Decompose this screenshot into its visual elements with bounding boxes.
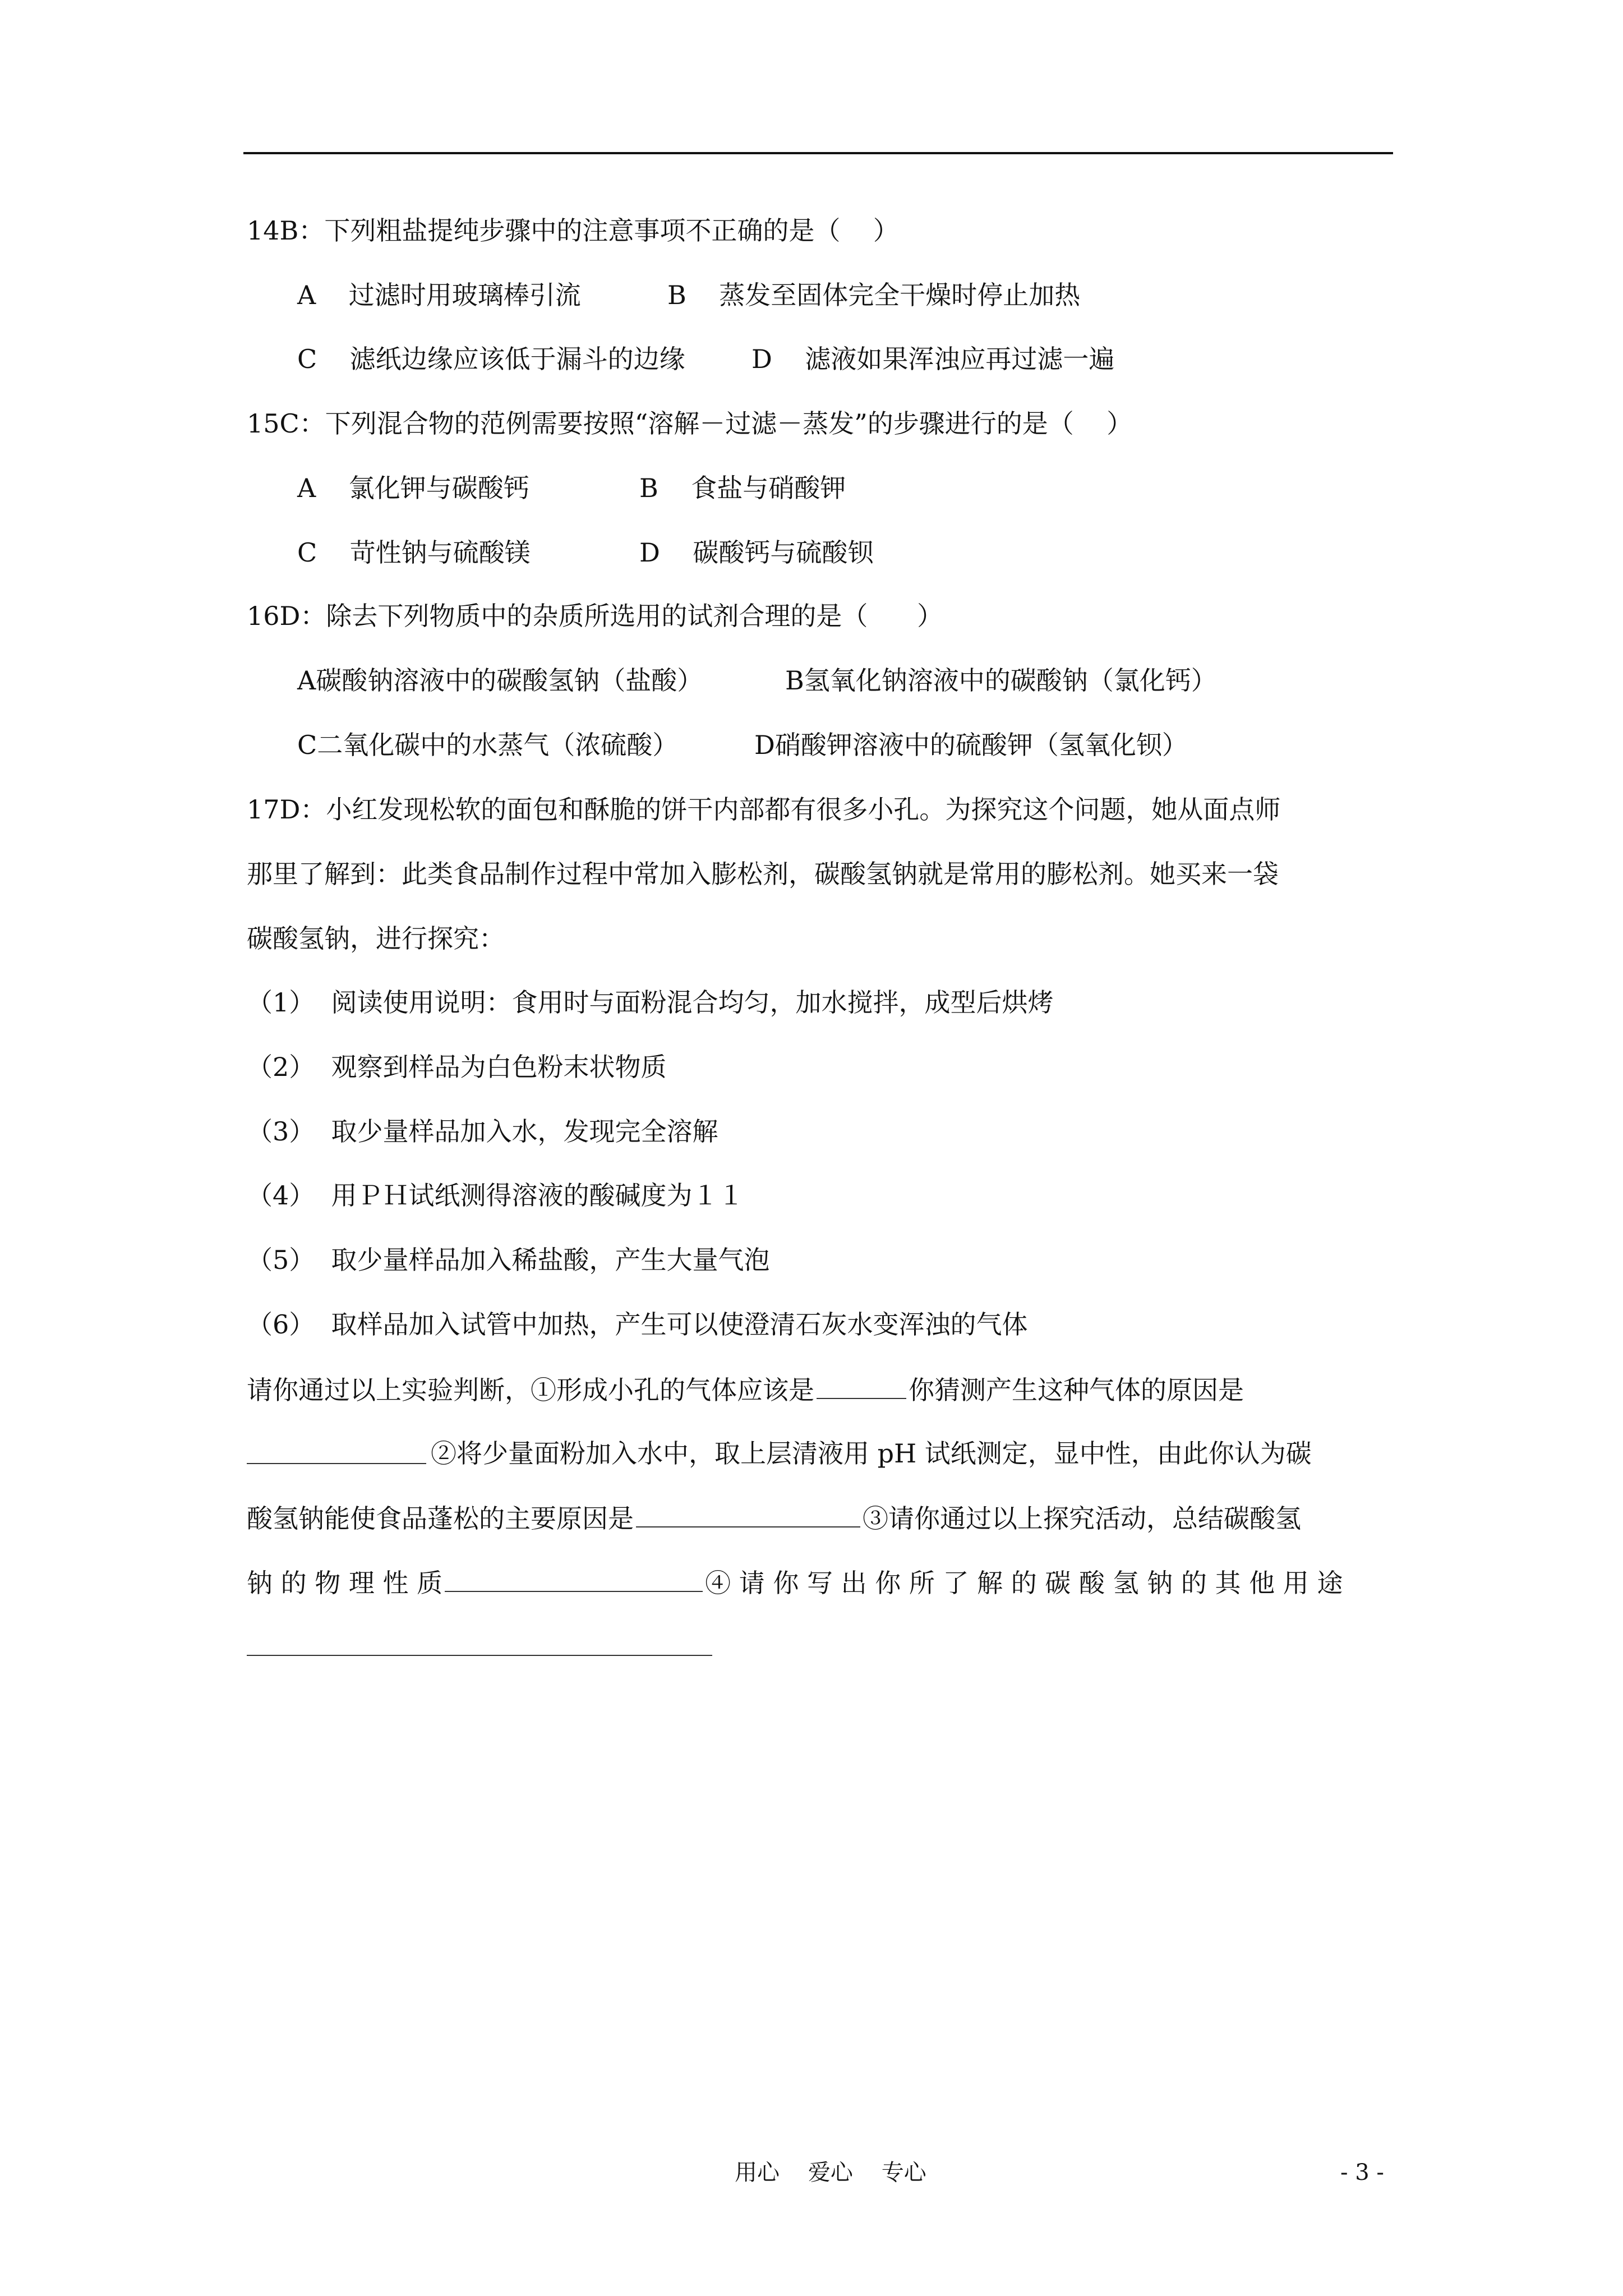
q14-stem: 14B：下列粗盐提纯步骤中的注意事项不正确的是（ ） (247, 215, 899, 246)
q17-ask4-text-a: 钠 的 物 理 性 质 (247, 1568, 443, 1598)
q17-ask1-text-b: 你猜测产生这种气体的原因是 (909, 1375, 1244, 1405)
q17-ask1-text-a: 请你通过以上实验判断，①形成小孔的气体应该是 (247, 1375, 814, 1405)
q17-intro-line-1: 17D：小红发现松软的面包和酥脆的饼干内部都有很多小孔。为探究这个问题，她从面点师 (247, 794, 1281, 825)
q14-option-a: A 过滤时用玻璃棒引流 (297, 280, 581, 310)
header-rule (243, 152, 1393, 154)
q17-ask4-text-b: ④ 请 你 写 出 你 所 了 解 的 碳 酸 氢 钠 的 其 他 用 途 (705, 1568, 1343, 1598)
q17-ask-line-3 (247, 1501, 1301, 1535)
q15-option-a: A 氯化钾与碳酸钙 (297, 473, 529, 503)
q17-step-1: （1） 阅读使用说明：食用时与面粉混合均匀，加水搅拌，成型后烘烤 (247, 987, 1054, 1018)
q16-option-d: D硝酸钾溶液中的硫酸钾（氢氧化钡） (754, 730, 1188, 760)
q16-option-b: B氢氧化钠溶液中的碳酸钠（氯化钙） (785, 665, 1217, 696)
q16-stem: 16D：除去下列物质中的杂质所选用的试剂合理的是（ ） (247, 601, 943, 631)
q15-option-b: B 食盐与硝酸钾 (639, 473, 846, 503)
q17-step-5: （5） 取少量样品加入稀盐酸，产生大量气泡 (247, 1245, 770, 1275)
q16-option-c: C二氧化碳中的水蒸气（浓硫酸） (297, 730, 679, 760)
q17-answer-blank-4[interactable] (445, 1565, 703, 1592)
q15-stem: 15C：下列混合物的范例需要按照“溶解－过滤－蒸发”的步骤进行的是（ ） (247, 408, 1133, 439)
footer-motto: 用心 爱心 专心 (735, 2160, 926, 2185)
q17-ask-line-1 (247, 1372, 1244, 1407)
q15-option-d: D 碳酸钙与硫酸钡 (639, 537, 874, 568)
q17-step-6: （6） 取样品加入试管中加热，产生可以使澄清石灰水变浑浊的气体 (247, 1309, 1028, 1340)
q17-ask-line-4 (247, 1565, 1343, 1600)
q17-answer-blank-5[interactable] (247, 1655, 712, 1656)
q17-intro-line-3: 碳酸氢钠，进行探究： (247, 923, 505, 954)
q17-step-4: （4） 用ＰＨ试纸测得溶液的酸碱度为１１ (247, 1180, 744, 1211)
q17-answer-blank-2[interactable] (247, 1463, 426, 1464)
q17-step-3: （3） 取少量样品加入水，发现完全溶解 (247, 1116, 718, 1147)
page-number: - 3 - (1340, 2160, 1384, 2185)
q17-ask3-text-b: ③请你通过以上探究活动，总结碳酸氢 (863, 1503, 1301, 1534)
q14-option-d: D 滤液如果浑浊应再过滤一遍 (751, 344, 1115, 374)
q17-answer-blank-3[interactable] (636, 1501, 860, 1527)
q17-answer-blank-1[interactable] (817, 1372, 906, 1399)
q14-option-c: C 滤纸边缘应该低于漏斗的边缘 (297, 344, 685, 374)
q14-option-b: B 蒸发至固体完全干燥时停止加热 (667, 280, 1081, 310)
q16-option-a: A碳酸钠溶液中的碳酸氢钠（盐酸） (297, 665, 703, 696)
q17-ask3-text-a: 酸氢钠能使食品蓬松的主要原因是 (247, 1503, 634, 1534)
q17-ask-line-2: ②将少量面粉加入水中，取上层清液用 pH 试纸测定，显中性，由此你认为碳 (431, 1438, 1312, 1469)
q15-option-c: C 苛性钠与硫酸镁 (297, 537, 531, 568)
q17-intro-line-2: 那里了解到：此类食品制作过程中常加入膨松剂，碳酸氢钠就是常用的膨松剂。她买来一袋 (247, 859, 1279, 889)
q17-step-2: （2） 观察到样品为白色粉末状物质 (247, 1052, 667, 1082)
